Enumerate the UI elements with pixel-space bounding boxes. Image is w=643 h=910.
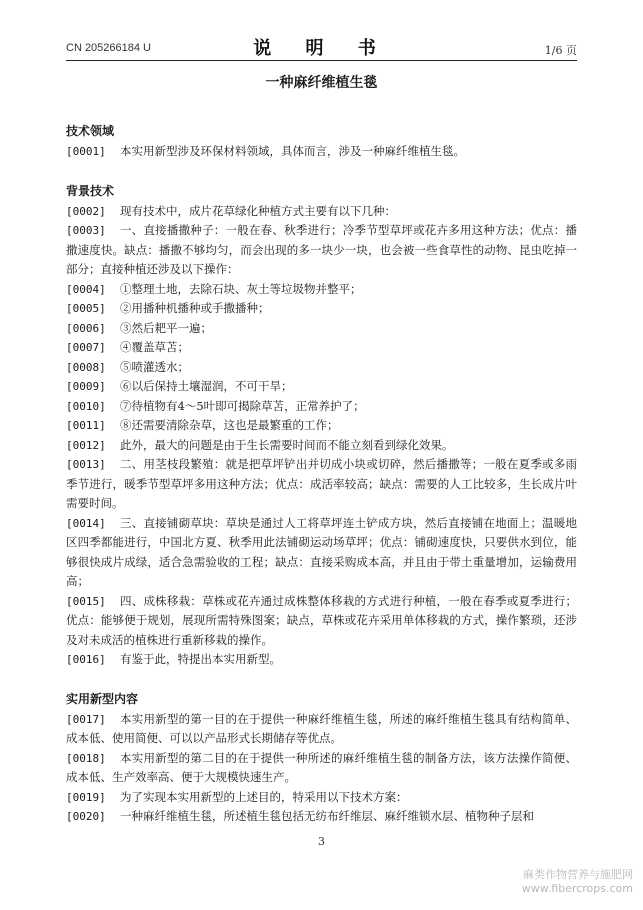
paragraph-text: 本实用新型涉及环保材料领域，具体而言，涉及一种麻纤维植生毯。: [120, 144, 465, 158]
patent-number: CN 205266184 U: [66, 42, 152, 54]
paragraph-text: 此外，最大的问题是由于生长需要时间而不能立刻看到绿化效果。: [120, 437, 454, 452]
paragraph: [66, 299, 577, 319]
paragraph-text: ⑧还需要清除杂草，这也是最繁重的工作；: [120, 418, 339, 432]
section-heading-background: 背景技术: [66, 183, 115, 198]
paragraph-number: [0009]: [66, 380, 106, 393]
paragraph-number: [0002]: [66, 204, 106, 218]
paragraph-number: [0005]: [66, 302, 106, 315]
paragraph-text: 一种麻纤维植生毯，所述植生毯包括无纺布纤维层、麻纤维锁水层、植物种子层和: [120, 809, 534, 823]
document-title: 一种麻纤维植生毯: [265, 75, 378, 91]
paragraph: [66, 221, 577, 280]
paragraph-number: [0019]: [66, 790, 106, 804]
paragraph: [66, 280, 577, 300]
paragraph: [66, 788, 577, 808]
paragraph-number: [0015]: [66, 594, 106, 608]
paragraph-number: [0013]: [66, 458, 106, 471]
paragraph-text: 一、直接播撒种子：一般在春、秋季进行；冷季节型草坪或花卉多用这种方法；优点：播撒速度快。缺点：播撒不够均匀，而会出现的多一块少一块，也会被一些食草性的动物、昆虫吃掉一部分；直接种植还涉及以下操作：: [66, 223, 577, 276]
paragraph-text: 本实用新型的第一目的在于提供一种麻纤维植生毯，所述的麻纤维植生毯具有结构简单、成本低、使用简便、可以以产品形式长期储存等优点。: [66, 711, 577, 745]
paragraph-number: [0008]: [66, 360, 106, 374]
document-type-title: 说 明 书: [253, 38, 390, 59]
paragraph-number: [0007]: [66, 341, 106, 354]
paragraph: [66, 338, 577, 358]
page-indicator: 1/6 页: [544, 44, 577, 57]
section-heading-utility-model: 实用新型内容: [66, 691, 139, 706]
watermark-url: www.fibercrops.com: [521, 882, 633, 895]
paragraph-text: ⑦待植物有4～5叶即可揭除草苫，正常养护了；: [120, 398, 365, 413]
paragraph-number: [0018]: [66, 751, 106, 765]
paragraph-text: ①整理土地，去除石块、灰土等垃圾物并整平；: [120, 281, 362, 296]
site-watermark: [522, 868, 633, 896]
paragraph-text: 四、成株移栽：草株或花卉通过成株整体移栽的方式进行种植，一般在春季或夏季进行；优点：能够便于规划，展现所需特殊图案；缺点，草株或花卉采用单体移栽的方式，操作繁琐，还涉及对未成活的植株进行重新移栽的操作。: [66, 593, 577, 647]
paragraph-text: 有鉴于此，特提出本实用新型。: [120, 652, 281, 666]
paragraph: [66, 358, 577, 378]
paragraph-text: 三、直接铺砌草块：草块是通过人工将草坪连土铲成方块，然后直接铺在地面上；温暖地区四季都能进行，中国北方夏、秋季用此法铺砌运动场草坪；优点：铺砌速度快，只要供水到位，能够很快成片成绿，适合急需验收的工程；缺点：直接采购成本高，并且由于带土重量增加，运输费用高；: [66, 515, 577, 588]
paragraph: [66, 749, 577, 788]
header-divider: [66, 60, 577, 61]
paragraph-text: ⑤喷灌透水；: [120, 359, 189, 374]
paragraph-number: [0020]: [66, 810, 106, 823]
paragraph-text: ⑥以后保持土壤湿润，不可干旱；: [120, 379, 293, 393]
paragraph: [66, 455, 577, 514]
paragraph-number: [0004]: [66, 282, 106, 296]
paragraph: [66, 397, 577, 417]
paragraph: [66, 377, 577, 397]
page-number: 3: [318, 835, 325, 848]
paragraph-text: 本实用新型的第二目的在于提供一种所述的麻纤维植生毯的制备方法，该方法操作简便、成本低、生产效率高、便于大规模快速生产。: [66, 750, 577, 784]
paragraph: [66, 319, 577, 339]
paragraph: [66, 807, 577, 827]
paragraph-text: 为了实现本实用新型的上述目的，特采用以下技术方案：: [120, 789, 408, 804]
paragraph: [66, 416, 577, 436]
paragraph: [66, 436, 577, 456]
paragraph-text: 现有技术中，成片花草绿化种植方式主要有以下几种：: [120, 203, 396, 218]
paragraph-number: [0003]: [66, 224, 106, 237]
paragraph: [66, 142, 577, 162]
section-heading-tech-field: 技术领域: [66, 124, 115, 138]
watermark-site-name: 麻类作物营养与施肥网: [523, 868, 633, 881]
paragraph: [66, 650, 577, 670]
paragraph: [66, 592, 577, 651]
paragraph-number: [0017]: [66, 712, 106, 726]
paragraph-number: [0016]: [66, 653, 106, 666]
paragraph-text: 二、用茎枝段繁殖：就是把草坪铲出并切成小块或切碎，然后播撒等；一般在夏季或多雨季节进行，暖季节型草坪多用这种方法；优点：成活率较高；缺点：需要的人工比较多，生长成片叶需要时间。: [66, 457, 577, 510]
paragraph-text: ④覆盖草苫；: [120, 340, 189, 354]
document-body: [66, 74, 577, 827]
paragraph-number: [0010]: [66, 399, 106, 413]
page-header: [66, 34, 577, 60]
paragraph-number: [0001]: [66, 145, 106, 158]
paragraph: [66, 514, 577, 592]
paragraph-text: ②用播种机播种或手撒播种；: [120, 301, 270, 315]
paragraph-text: ③然后耙平一遍；: [120, 320, 212, 335]
paragraph-number: [0012]: [66, 438, 106, 452]
paragraph-number: [0011]: [66, 419, 106, 432]
paragraph-number: [0014]: [66, 516, 106, 530]
paragraph-number: [0006]: [66, 321, 106, 335]
paragraph: [66, 202, 577, 222]
paragraph: [66, 710, 577, 749]
